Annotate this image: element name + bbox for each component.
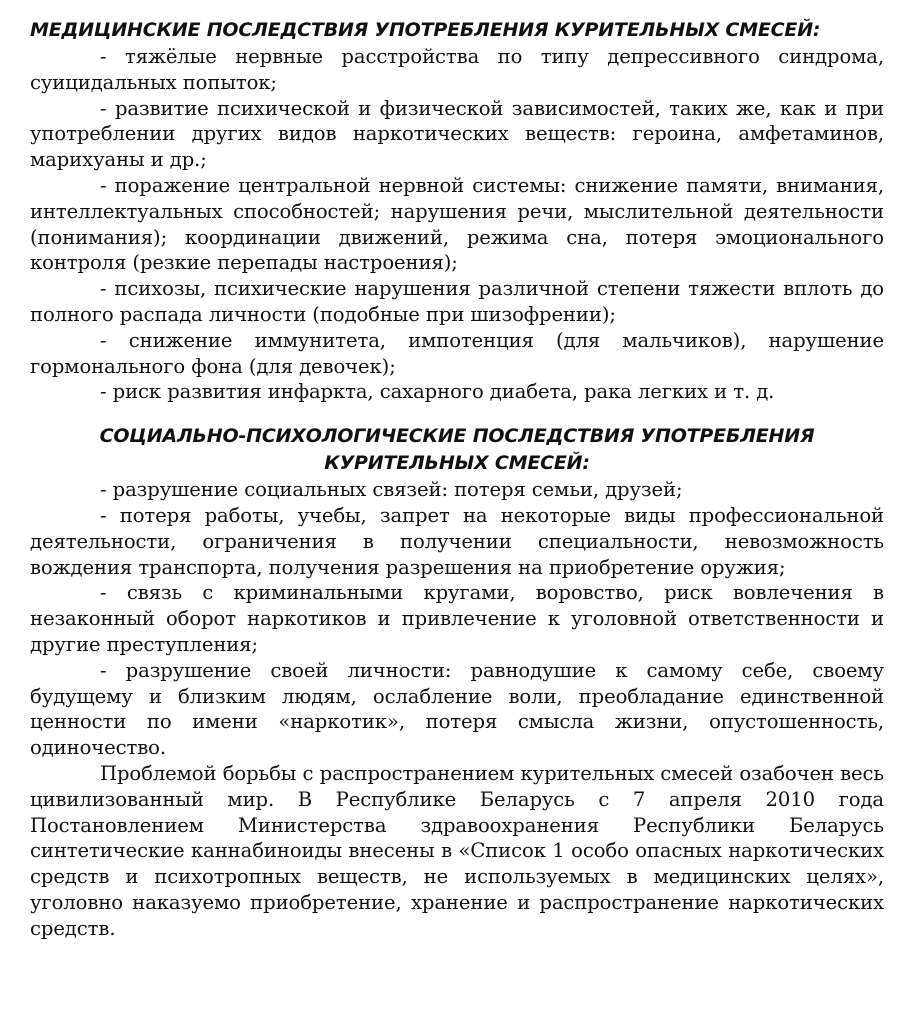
social-item-1: - разрушение социальных связей: потеря семьи, друзей; bbox=[100, 478, 683, 502]
medical-item-1: - тяжёлые нервные расстройства по типу депрессивного синдрома, суицидальных попыток; bbox=[30, 45, 884, 94]
social-item-3: - связь с криминальными кругами, воровство, риск вовлечения в незаконный оборот наркотиков и привлечение к уголовной ответственности и другие преступления; bbox=[30, 581, 884, 656]
social-consequences-heading: СОЦИАЛЬНО-ПСИХОЛОГИЧЕСКИЕ ПОСЛЕДСТВИЯ УПОТРЕБЛЕНИЯ КУРИТЕЛЬНЫХ СМЕСЕЙ: bbox=[99, 425, 815, 475]
medical-item-6: - риск развития инфаркта, сахарного диабета, рака легких и т. д. bbox=[100, 380, 775, 404]
social-item-2: - потеря работы, учебы, запрет на некоторые виды профессиональной деятельности, ограничения в получении специальности, невозможность вождения транспорта, получения разрешения на приобретение оружия; bbox=[30, 503, 884, 579]
medical-item-2: - развитие психической и физической зависимостей, таких же, как и при употреблении других видов наркотических веществ: героина, амфетаминов, марихуаны и др.; bbox=[30, 96, 884, 172]
medical-consequences-heading: МЕДИЦИНСКИЕ ПОСЛЕДСТВИЯ УПОТРЕБЛЕНИЯ КУРИТЕЛЬНЫХ СМЕСЕЙ: bbox=[30, 19, 821, 41]
medical-item-5: - снижение иммунитета, импотенция (для мальчиков), нарушение гормонального фона (для девочек); bbox=[30, 328, 884, 378]
medical-item-4: - психозы, психические нарушения различной степени тяжести вплоть до полного распада личности (подобные при шизофрении); bbox=[30, 277, 884, 326]
social-item-4: - разрушение своей личности: равнодушие к самому себе, своему будущему и близким людям, ослабление воли, преобладание единственной ценности по имени «наркотик», потеря смысла жизни, опустошенность, одиночество. bbox=[30, 658, 884, 760]
closing-paragraph: Проблемой борьбы с распространением курительных смесей озабочен весь цивилизованный мир. В Республике Беларусь с 7 апреля 2010 года Постановлением Министерства здравоохранения Республики Беларусь синтетические каннабиноиды внесены в «Список 1 особо опасных наркотических средств и психотропных веществ, не используемых в медицинских целях», уголовно наказуемо приобретение, хранение и распространение наркотических средств. bbox=[30, 761, 884, 940]
medical-item-3: - поражение центральной нервной системы: снижение памяти, внимания, интеллектуальных способностей; нарушения речи, мыслительной деятельности (понимания); координации движений, режима сна, потеря эмоционального контроля (резкие перепады настроения); bbox=[30, 173, 884, 275]
